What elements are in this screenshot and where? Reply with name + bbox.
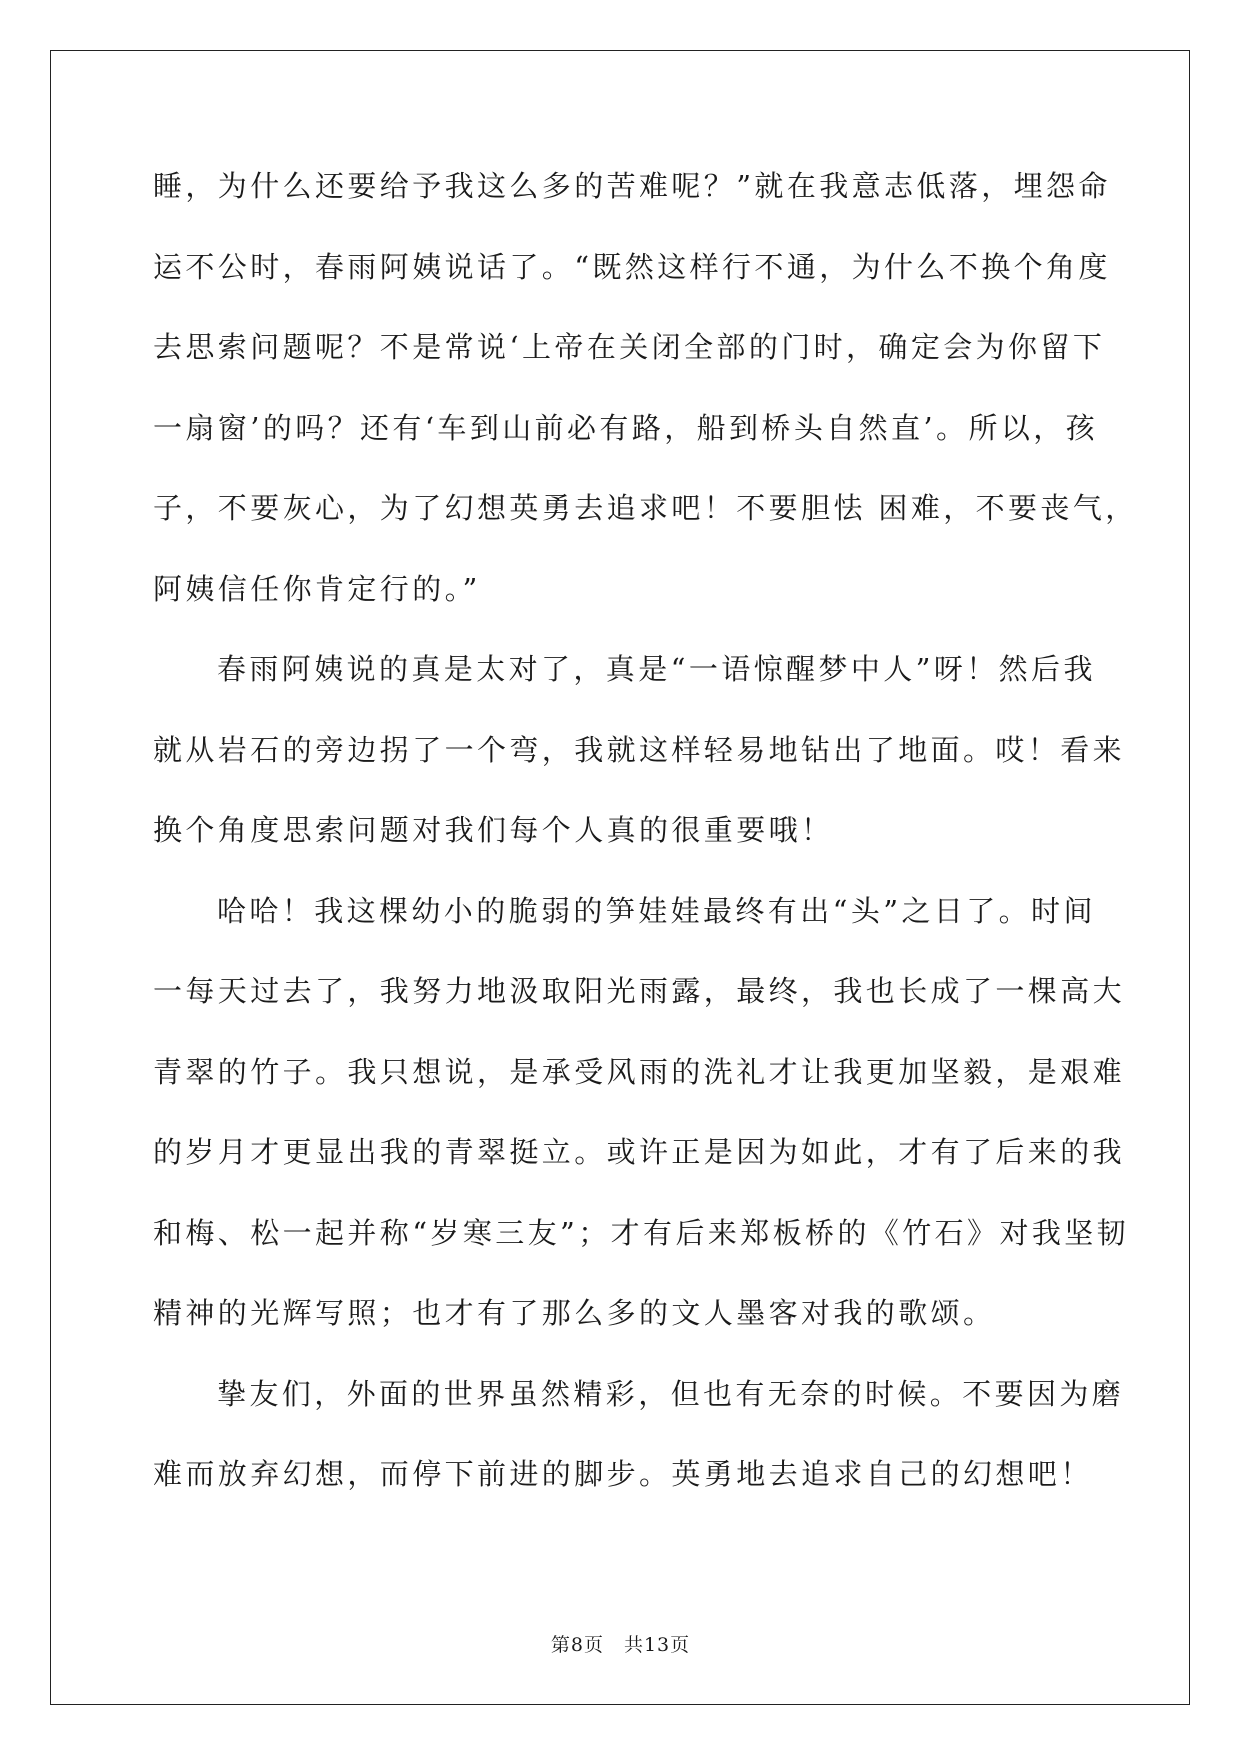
text-line: 和梅、松一起并称“岁寒三友”；才有后来郑板桥的《竹石》对我坚韧 xyxy=(153,1215,1130,1250)
text-line: 运不公时，春雨阿姨说话了。“既然这样行不通，为什么不换个角度 xyxy=(153,249,1111,284)
page-footer xyxy=(0,1630,1241,1657)
text-line: 就从岩石的旁边拐了一个弯，我就这样轻易地钻出了地面。哎！看来 xyxy=(153,732,1126,767)
paragraph-start-line: 哈哈！我这棵幼小的脆弱的笋娃娃最终有出“头”之日了。时间 xyxy=(217,893,1096,928)
body-text xyxy=(153,160,1138,1529)
paragraph-start-line: 春雨阿姨说的真是太对了，真是“一语惊醒梦中人”呀！然后我 xyxy=(217,652,1096,686)
text-line: 难而放弃幻想，而停下前进的脚步。英勇地去追求自己的幻想吧！ xyxy=(153,1457,1093,1491)
text-line: 精神的光辉写照；也才有了那么多的文人墨客对我的歌颂。 xyxy=(153,1296,996,1330)
text-line: 换个角度思索问题对我们每个人真的很重要哦！ xyxy=(153,813,834,847)
text-line: 子，不要灰心，为了幻想英勇去追求吧！不要胆怯 困难，不要丧气， xyxy=(153,491,1138,525)
paragraph-start-line: 挚友们，外面的世界虽然精彩，但也有无奈的时候。不要因为磨 xyxy=(217,1376,1125,1411)
text-line: 一扇窗’的吗？还有‘车到山前必有路，船到桥头自然直’。所以，孩 xyxy=(153,410,1099,445)
page-number: 第8页 xyxy=(550,1634,604,1656)
text-line: 的岁月才更显出我的青翠挺立。或许正是因为如此，才有了后来的我 xyxy=(153,1135,1126,1169)
text-line: 阿姨信任你肯定行的。” xyxy=(153,571,481,606)
page-total: 共13页 xyxy=(623,1634,691,1656)
text-line: 睡，为什么还要给予我这么多的苦难呢？”就在我意志低落，埋怨命 xyxy=(153,169,1111,203)
text-line: 去思索问题呢？不是常说‘上帝在关闭全部的门时，确定会为你留下 xyxy=(153,330,1106,364)
text-line: 一每天过去了，我努力地汲取阳光雨露，最终，我也长成了一棵高大 xyxy=(153,974,1126,1008)
text-line: 青翠的竹子。我只想说，是承受风雨的洗礼才让我更加坚毅，是艰难 xyxy=(153,1054,1126,1089)
